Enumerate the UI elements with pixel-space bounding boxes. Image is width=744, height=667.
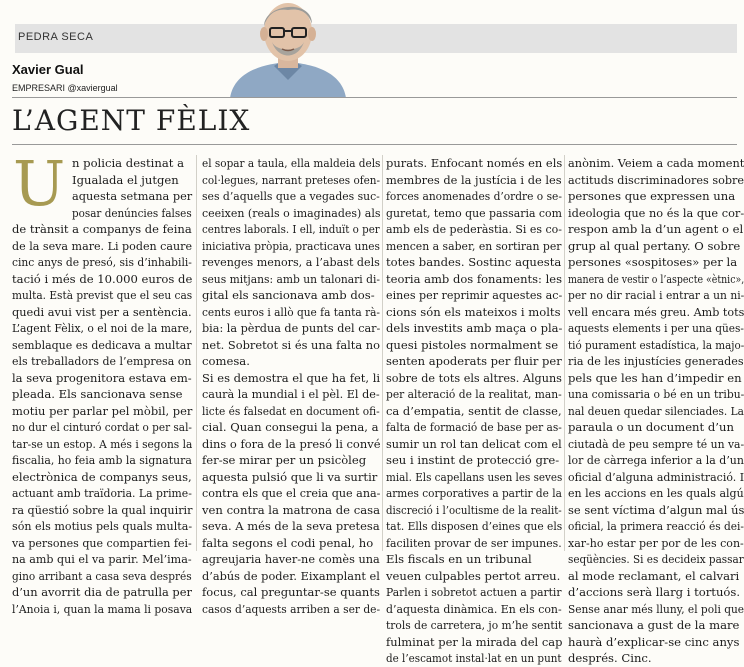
article-line: oficial, la primera reacció és dei- xyxy=(568,519,744,533)
article-line: nal deuen quedar silenciades. La xyxy=(568,403,744,418)
article-line: ceeixen (reals o imaginades) als xyxy=(202,205,381,220)
author-name: Xavier Gual xyxy=(12,62,84,77)
article-line: focus, cal preguntar-se quants xyxy=(202,585,380,599)
column-divider xyxy=(564,155,565,551)
article-line: seqüències. Si es decideix passar xyxy=(568,552,744,566)
article-line: pleada. Els sancionava sense xyxy=(12,387,183,401)
article-line: membres de la justícia i de les xyxy=(386,172,562,187)
article-line: guretat, temo que passaria com xyxy=(386,205,562,220)
article-line: d’un avorrit dia de patrulla per xyxy=(12,585,192,599)
article-line: tat. Ells disposen d’eines que els xyxy=(386,519,563,533)
article-line: grup al qual pertany. O sobre xyxy=(568,238,741,253)
article-line: falta de formació de base per as- xyxy=(386,420,562,434)
article-line: revenges menors, a l’abast dels xyxy=(202,255,380,269)
article-line: al mode reclamant, el calvari xyxy=(568,568,740,583)
article-line: mencen a saber, en sortiran per xyxy=(386,238,562,253)
article-line: bia: la pèrdua de punts del car- xyxy=(202,321,381,335)
author-photo xyxy=(222,0,354,98)
article-line: gino arribant a casa seva després xyxy=(12,568,192,583)
article-line: fulminat per la mirada del cap xyxy=(386,634,563,649)
article-title: L’AGENT FÈLIX xyxy=(12,104,251,137)
article-line: cions són els mateixos i molts xyxy=(386,304,561,319)
article-line: electrònica de companys seus, xyxy=(12,469,192,484)
divider xyxy=(12,144,737,145)
article-line: trols de carretera, jo m’he sentit xyxy=(386,618,563,632)
section-band xyxy=(15,24,737,53)
article-line: purats. Enfocant només en els xyxy=(386,156,563,170)
article-line: persones «sospitoses» per la xyxy=(568,255,738,269)
article-line: mial. Els capellans usen les seves xyxy=(386,469,563,484)
article-line: ses d’aquells que a vegades suc- xyxy=(202,189,380,203)
article-line: forces anomenades d’ordre o se- xyxy=(386,189,562,203)
article-line: dels investits amb maça o pla- xyxy=(386,321,563,335)
article-column-1 xyxy=(12,147,193,617)
article-line: haurà d’explicar-se cinc anys xyxy=(568,634,740,649)
article-line: L’agent Fèlix, o el noi de la mare, xyxy=(12,321,193,335)
article-line: va persones que compartien fei- xyxy=(12,535,192,550)
article-line: manera de vestir o l’aspecte «ètnic», xyxy=(568,271,744,286)
article-line: totes bandes. Sostinc aquesta xyxy=(386,255,562,269)
article-line: d’aquesta dinàmica. En els con- xyxy=(386,601,562,616)
article-line: aquesta pulsió que li va surtir xyxy=(202,469,378,484)
article-line: actituds discriminadores sobre xyxy=(568,172,744,187)
column-divider xyxy=(196,155,197,551)
article-line: després. Cinc. xyxy=(568,651,652,665)
article-line: en les accions en les quals algú xyxy=(568,486,744,500)
article-line: iniciativa pròpia, practicava unes xyxy=(202,238,380,253)
article-line: motiu per parlar pel mòbil, per xyxy=(12,403,193,418)
article-line: cial. Quan consegui la pena, a xyxy=(202,420,379,434)
article-line: posar denúncies falses xyxy=(72,205,192,220)
article-line: tar-se un estop. A més i segons la xyxy=(12,436,193,451)
article-line: Si es demostra el que ha fet, li xyxy=(202,370,381,385)
article-line: lor de càrrega inferior a la d’un xyxy=(568,453,744,467)
article-line: per alteració de la realitat, man- xyxy=(386,387,562,401)
article-line: ven contra la matrona de casa xyxy=(202,502,380,517)
article-line: ciutadà de peu sempre té un va- xyxy=(568,436,744,451)
divider xyxy=(12,97,737,98)
article-line: teoria amb dos fonaments: les xyxy=(386,271,563,286)
article-line: respon amb la d’un agent o el xyxy=(568,222,744,236)
article-line: ra qüestió sobre la qual inquirir xyxy=(12,502,193,517)
article-line: veuen culpables pertot arreu. xyxy=(386,568,561,583)
article-line: xar-ho estar per por de les con- xyxy=(568,535,744,550)
article-line: licte és falsedat en document ofi- xyxy=(202,403,380,418)
article-line: contra els que el creia que ana- xyxy=(202,486,381,500)
article-line: ideologia que no és la que cor- xyxy=(568,205,744,220)
section-label: PEDRA SECA xyxy=(18,31,94,43)
article-line: Els fiscals en un tribunal xyxy=(386,552,532,566)
article-line: gital els sancionava amb dos- xyxy=(202,288,375,302)
article-line: net. Sobretot si és una falta no xyxy=(202,337,380,352)
article-line: centres laborals. I ell, induït o per xyxy=(202,222,380,236)
article-line: sancionava a gust de la mare xyxy=(568,618,740,632)
article-line: ria de les injustícies generades xyxy=(568,354,744,368)
article-line: d’accions serà llarg i tortuós. xyxy=(568,585,741,599)
article-line: d’abús de poder. Eixamplant el xyxy=(202,568,380,583)
article-line: una comissaria o bé en un tribu- xyxy=(568,387,744,401)
article-column-2 xyxy=(202,155,380,617)
article-line: senten apoderats per fluir per xyxy=(386,354,562,368)
article-line: cinc anys de presó, sis d’inhabili- xyxy=(12,255,192,269)
article-line: tació i més de 10.000 euros de xyxy=(12,271,193,286)
article-line: casos d’aquests arriben a ser de- xyxy=(202,601,381,616)
article-line: paraula o un document d’un xyxy=(568,420,734,434)
article-line: n policia destinat a xyxy=(72,156,185,170)
article-line: no dur el cinturó cordat o per sal- xyxy=(12,420,192,434)
article-line: Sense anar més lluny, el poli que xyxy=(568,601,744,616)
article-line: seus mitjans: amb un talonari di- xyxy=(202,271,380,286)
author-role: EMPRESARI @xaviergual xyxy=(12,83,118,93)
article-line: de l’escamot instal·lat en un punt xyxy=(386,651,562,665)
article-line: tió purament estadística, la majo- xyxy=(568,337,744,352)
article-line: col·legues, narrant preteses ofen- xyxy=(202,172,381,187)
article-line: els treballadors de l’empresa on xyxy=(12,354,192,368)
article-line: na amb qui el va parir. Mel’ima- xyxy=(12,552,192,566)
article-line: aquests elements i per una qües- xyxy=(568,321,744,335)
article-line: de la seva mare. Li poden caure xyxy=(12,238,193,253)
article-line: aquesta setmana per xyxy=(72,189,193,203)
article-line: pels que les han d’impedir en xyxy=(568,370,742,385)
article-line: anònim. Veiem a cada moment xyxy=(568,156,744,170)
article-line: actuant amb traïdoria. La prime- xyxy=(12,486,192,500)
article-line: agreujaria haver-ne comès una xyxy=(202,552,380,566)
article-line: cents euros i allò que fa tanta rà- xyxy=(202,304,381,319)
article-line: caurà la mundial i el pèl. El de- xyxy=(202,387,380,401)
article-line: multa. Està previst que el seu cas xyxy=(12,288,193,302)
article-line: eines per reprimir aquestes ac- xyxy=(386,288,563,302)
article-line: se sent víctima d’algun mal ús xyxy=(568,502,744,517)
article-line: faciliten provar de ser impunes. xyxy=(386,535,562,550)
article-line: dins o fora de la presó li convé xyxy=(202,436,381,451)
article-line: semblaque es dedicava a multar xyxy=(12,337,192,352)
column-divider xyxy=(382,155,383,551)
article-line: per no dir racial i entrar a un ni- xyxy=(568,288,744,302)
drop-cap: U xyxy=(13,147,66,220)
article-line: amb els de pederàstia. Si es co- xyxy=(386,222,562,236)
article-line: falta segons el codi penal, ho xyxy=(202,535,374,550)
article-line: són els motius pels quals multa- xyxy=(12,519,193,533)
article-line: de trànsit a companys de feina xyxy=(12,222,192,236)
article-line: sobre de tots els altres. Alguns xyxy=(386,370,562,385)
article-line: Parlen i sobretot actuen a partir xyxy=(386,585,562,599)
article-line: persones que expressen una xyxy=(568,189,736,203)
article-line: Igualada el jutgen xyxy=(72,172,179,187)
article-line: fer-se mirar per un psicòleg xyxy=(202,453,367,467)
article-line: l’Anoia i, quan la mama li posava xyxy=(12,601,193,616)
article-line: sumir un rol tan delicat com el xyxy=(386,436,562,451)
article-line: fiscalia, ho feia amb la signatura xyxy=(12,453,192,467)
article-line: discreció i l’ocultisme de la realit- xyxy=(386,502,562,517)
article-line: seu i instint de protecció gre- xyxy=(386,453,560,467)
article-line: oficial d’alguna administració. I xyxy=(568,469,744,484)
article-line: la seva progenitora estava em- xyxy=(12,370,192,385)
article-line: armes corporatives a partir de la xyxy=(386,486,562,500)
article-line: ca d’empatia, sentit de classe, xyxy=(386,403,562,418)
article-line: seva. A més de la seva pretesa xyxy=(202,519,380,533)
article-line: vell encara més greu. Amb tots xyxy=(568,304,744,319)
article-line: comesa. xyxy=(202,354,250,368)
article-line: el sopar a taula, ella maldeia dels xyxy=(202,156,381,170)
article-line: quesi pistoles normalment se xyxy=(386,337,559,352)
article-column-4 xyxy=(568,155,744,667)
article-column-3 xyxy=(386,155,562,667)
article-line: quedi avui vist per a sentència. xyxy=(12,304,192,319)
